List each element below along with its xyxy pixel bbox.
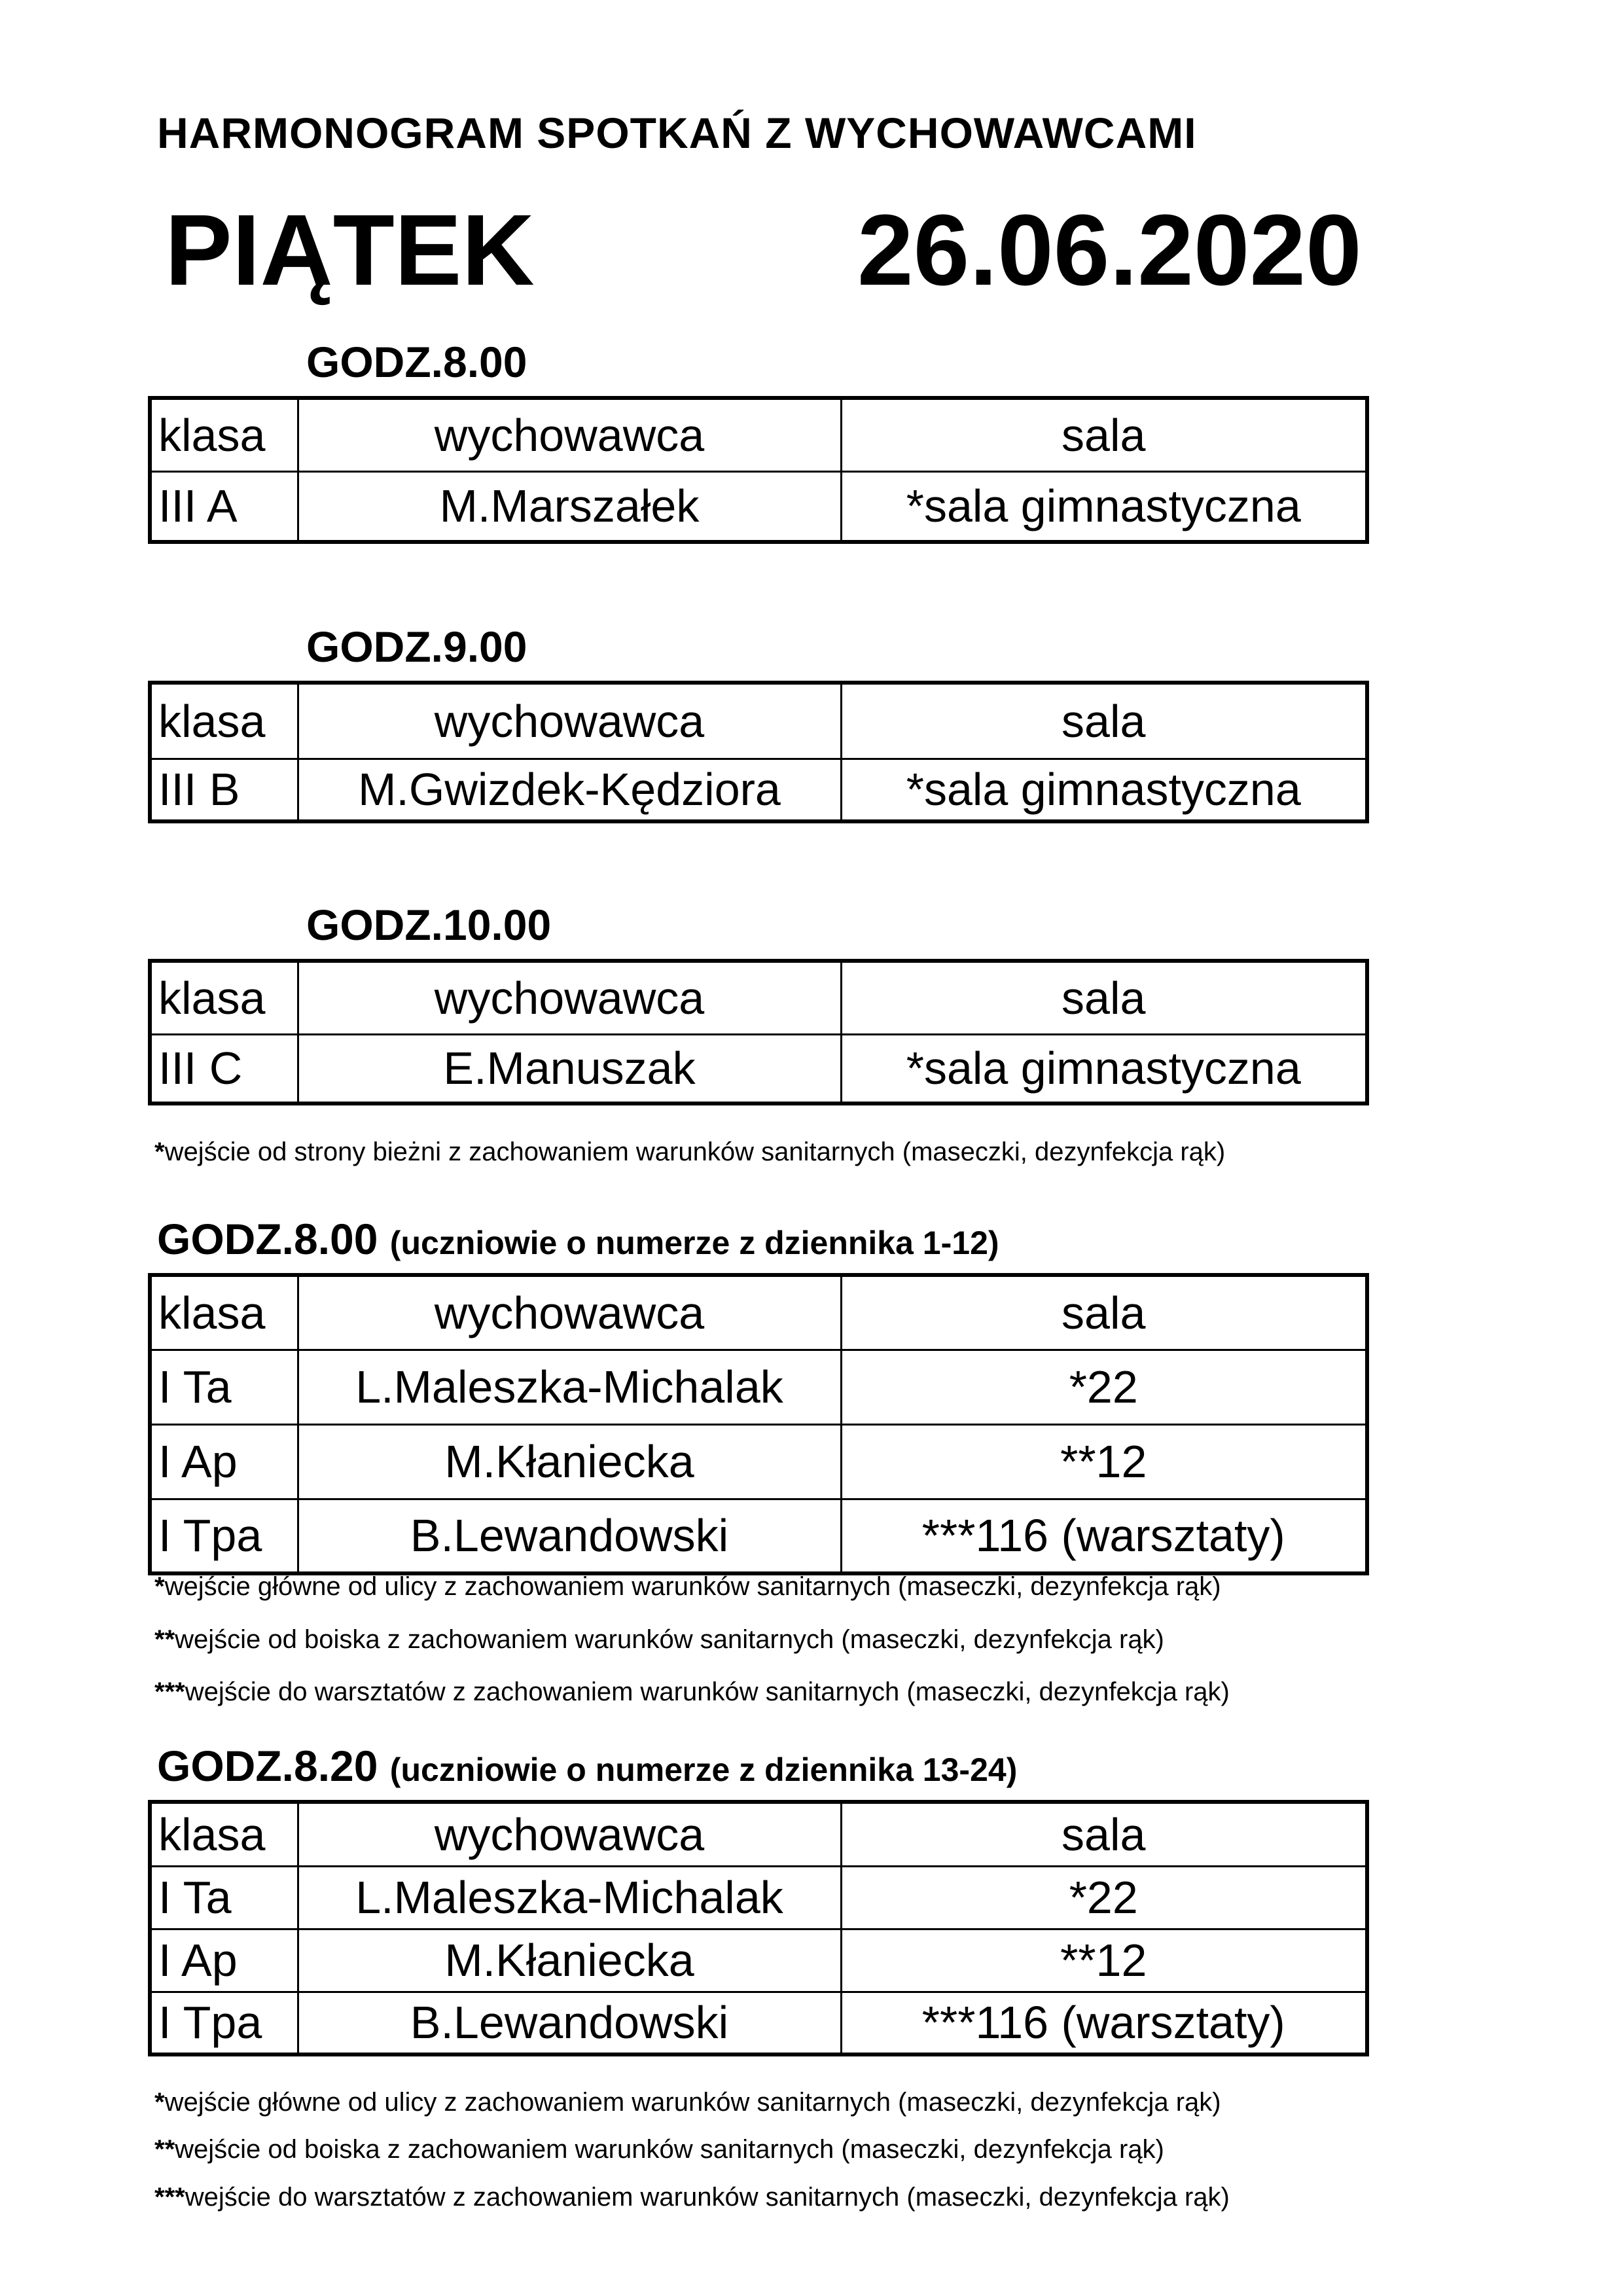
- cell-wychowawca: L.Maleszka-Michalak: [298, 1866, 841, 1929]
- section-hour: GODZ.9.00: [306, 622, 527, 671]
- footnote-mark: *: [154, 1138, 165, 1166]
- cell-wychowawca: B.Lewandowski: [298, 1992, 841, 2054]
- schedule-table: [148, 681, 1369, 823]
- schedule-table: [148, 1273, 1369, 1575]
- table-row: [150, 471, 1367, 542]
- header-sala: sala: [841, 398, 1367, 471]
- footnote-mark: *: [154, 1572, 165, 1601]
- cell-sala: *22: [841, 1350, 1367, 1424]
- day-label: PIĄTEK: [165, 194, 535, 306]
- table-row: [150, 1992, 1367, 2054]
- table-row: [150, 1499, 1367, 1573]
- cell-klasa: III B: [150, 759, 298, 821]
- header-klasa: klasa: [150, 1802, 298, 1866]
- footnote-text: wejście od boiska z zachowaniem warunków sanitarnych (maseczki, dezynfekcja rąk): [175, 1625, 1164, 1654]
- table-row: [150, 1866, 1367, 1929]
- footnote: [154, 1138, 1225, 1167]
- cell-klasa: I Ap: [150, 1424, 298, 1499]
- cell-wychowawca: M.Kłaniecka: [298, 1929, 841, 1992]
- cell-sala: ***116 (warsztaty): [841, 1499, 1367, 1573]
- cell-wychowawca: M.Kłaniecka: [298, 1424, 841, 1499]
- header-klasa: klasa: [150, 961, 298, 1034]
- cell-wychowawca: M.Marszałek: [298, 471, 841, 542]
- cell-wychowawca: M.Gwizdek-Kędziora: [298, 759, 841, 821]
- cell-klasa: I Ta: [150, 1350, 298, 1424]
- footnote-text: wejście od strony bieżni z zachowaniem warunków sanitarnych (maseczki, dezynfekcja rąk): [164, 1138, 1226, 1166]
- header-sala: sala: [841, 683, 1367, 759]
- header-sala: sala: [841, 961, 1367, 1034]
- footnote-mark: ***: [154, 2183, 185, 2212]
- cell-sala: ***116 (warsztaty): [841, 1992, 1367, 2054]
- footnote-text: wejście do warsztatów z zachowaniem warunków sanitarnych (maseczki, dezynfekcja rąk): [185, 2183, 1230, 2212]
- section-hour-line: [157, 1741, 1017, 1791]
- cell-klasa: I Tpa: [150, 1499, 298, 1573]
- cell-sala: *sala gimnastyczna: [841, 1034, 1367, 1103]
- header-klasa: klasa: [150, 1275, 298, 1350]
- footnote-text: wejście do warsztatów z zachowaniem warunków sanitarnych (maseczki, dezynfekcja rąk): [185, 1677, 1230, 1706]
- table-row: [150, 759, 1367, 821]
- date-label: 26.06.2020: [857, 194, 1362, 306]
- footnote-mark: *: [154, 2088, 165, 2117]
- section-note: (uczniowie o numerze z dziennika 1-12): [389, 1225, 999, 1261]
- cell-wychowawca: E.Manuszak: [298, 1034, 841, 1103]
- section-hour: GODZ.8.00: [306, 338, 527, 386]
- footnote-mark: ***: [154, 1677, 185, 1706]
- header-wychowawca: wychowawca: [298, 1275, 841, 1350]
- footnote: [154, 2088, 1221, 2117]
- footnote: [154, 1625, 1164, 1655]
- section-hour: GODZ.8.20: [157, 1742, 378, 1790]
- section-note: (uczniowie o numerze z dziennika 13-24): [389, 1751, 1018, 1788]
- cell-sala: **12: [841, 1424, 1367, 1499]
- footnote-mark: **: [154, 2135, 175, 2164]
- section-hour: GODZ.8.00: [157, 1215, 378, 1263]
- cell-sala: *sala gimnastyczna: [841, 471, 1367, 542]
- document-title: HARMONOGRAM SPOTKAŃ Z WYCHOWAWCAMI: [157, 109, 1197, 157]
- header-klasa: klasa: [150, 683, 298, 759]
- table-row: [150, 1929, 1367, 1992]
- cell-sala: **12: [841, 1929, 1367, 1992]
- footnote-text: wejście główne od ulicy z zachowaniem warunków sanitarnych (maseczki, dezynfekcja rąk): [164, 2088, 1221, 2117]
- section-hour: GODZ.10.00: [306, 901, 552, 949]
- cell-klasa: I Ap: [150, 1929, 298, 1992]
- table-header-row: [150, 398, 1367, 471]
- cell-wychowawca: B.Lewandowski: [298, 1499, 841, 1573]
- footnote-text: wejście główne od ulicy z zachowaniem warunków sanitarnych (maseczki, dezynfekcja rąk): [164, 1572, 1221, 1601]
- header-wychowawca: wychowawca: [298, 961, 841, 1034]
- footnote: [154, 1572, 1221, 1602]
- cell-klasa: III C: [150, 1034, 298, 1103]
- cell-klasa: I Tpa: [150, 1992, 298, 2054]
- cell-wychowawca: L.Maleszka-Michalak: [298, 1350, 841, 1424]
- header-wychowawca: wychowawca: [298, 398, 841, 471]
- cell-klasa: III A: [150, 471, 298, 542]
- table-header-row: [150, 1802, 1367, 1866]
- section-hour-line: [157, 1214, 999, 1264]
- schedule-table: [148, 396, 1369, 544]
- cell-sala: *sala gimnastyczna: [841, 759, 1367, 821]
- table-row: [150, 1034, 1367, 1103]
- cell-sala: *22: [841, 1866, 1367, 1929]
- table-header-row: [150, 1275, 1367, 1350]
- table-header-row: [150, 961, 1367, 1034]
- header-sala: sala: [841, 1275, 1367, 1350]
- header-sala: sala: [841, 1802, 1367, 1866]
- header-wychowawca: wychowawca: [298, 1802, 841, 1866]
- table-header-row: [150, 683, 1367, 759]
- footnote: [154, 1677, 1230, 1707]
- footnote: [154, 2135, 1164, 2164]
- header-klasa: klasa: [150, 398, 298, 471]
- cell-klasa: I Ta: [150, 1866, 298, 1929]
- footnote-text: wejście od boiska z zachowaniem warunków sanitarnych (maseczki, dezynfekcja rąk): [175, 2135, 1164, 2164]
- footnote: [154, 2183, 1230, 2212]
- schedule-table: [148, 1800, 1369, 2056]
- schedule-table: [148, 959, 1369, 1105]
- table-row: [150, 1350, 1367, 1424]
- header-wychowawca: wychowawca: [298, 683, 841, 759]
- footnote-mark: **: [154, 1625, 175, 1654]
- table-row: [150, 1424, 1367, 1499]
